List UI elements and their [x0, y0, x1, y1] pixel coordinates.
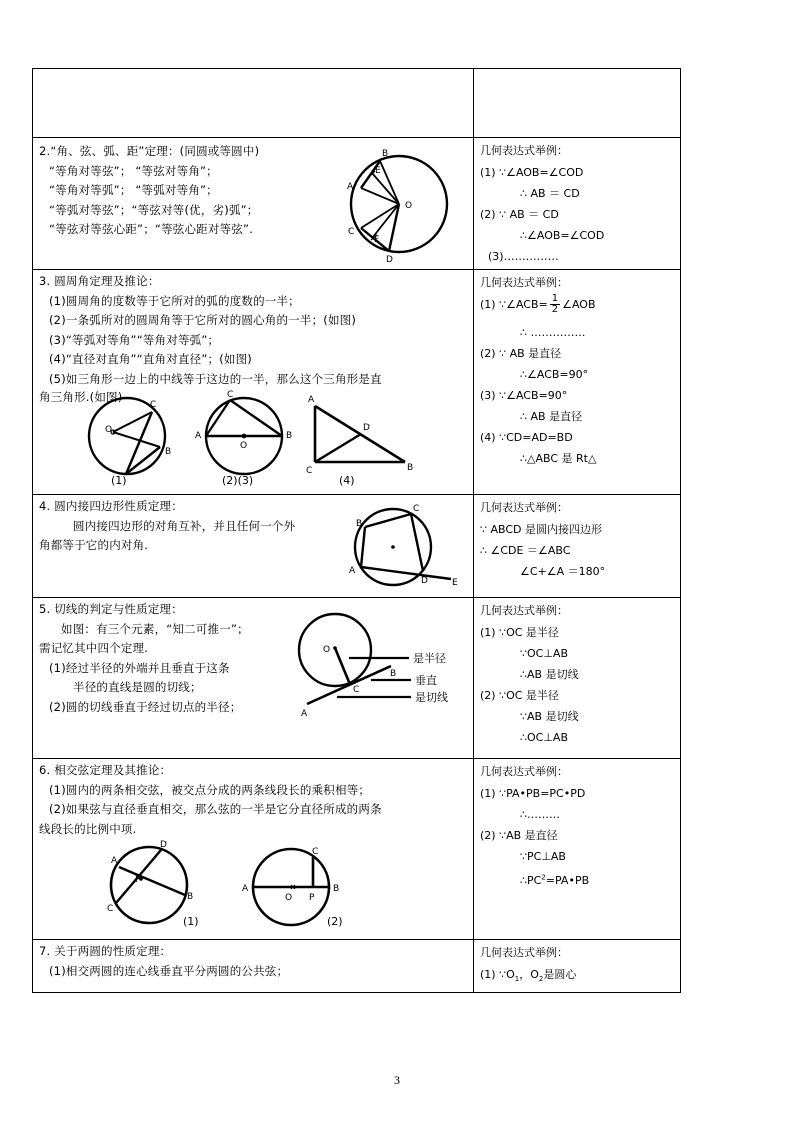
svg-text:B: B	[333, 884, 340, 894]
row3-right-line-4: ∴∠ACB=90°	[520, 367, 589, 381]
row6-right-line-1: (1) ∵PA•PB=PC•PD	[480, 787, 586, 800]
svg-text:P: P	[135, 875, 141, 885]
row3-figures	[39, 390, 469, 492]
row2-line-1: “等角对等弦”； “等弦对等角”；	[49, 163, 218, 178]
row3-right-line-1	[480, 294, 676, 316]
svg-text:D: D	[160, 840, 167, 850]
row2-heading: 2.“角、弦、弧、距”定理：(同圆或等圆中)	[39, 144, 260, 158]
page-number: 3	[394, 1073, 400, 1087]
svg-text:D: D	[386, 255, 393, 264]
table-row	[33, 598, 681, 759]
circle-chord-perpendicular-diameter-figure	[239, 841, 349, 933]
row4-right-line-3: ∠C+∠A ＝180°	[520, 565, 606, 578]
svg-text:C: C	[306, 466, 313, 476]
row6-right-line-5-text: $\therefore PC^2=PA•PB$	[520, 873, 590, 887]
tangent-annotation-perpendicular: 垂直	[415, 674, 437, 687]
row5-right-line-3: ∴AB 是切线	[520, 668, 579, 681]
row4-left-cell	[33, 495, 474, 598]
svg-text:A: A	[242, 884, 249, 894]
row7-left-cell	[33, 940, 474, 993]
svg-text:B: B	[407, 463, 414, 473]
row4-right-cell	[474, 495, 681, 598]
one-half-fraction	[550, 294, 560, 315]
svg-text:E: E	[375, 166, 381, 176]
row5-right-title: 几何表达式举例：	[480, 604, 568, 617]
row3-right-line-5: (3) ∵∠ACB=90°	[480, 388, 568, 402]
fraction-numerator: 1	[551, 292, 559, 304]
svg-text:O: O	[285, 893, 293, 903]
row7-right-title: 几何表达式举例：	[480, 946, 568, 959]
svg-text:B: B	[187, 892, 194, 902]
svg-text:C: C	[353, 685, 360, 695]
svg-text:B: B	[165, 447, 172, 457]
svg-text:B: B	[382, 149, 389, 159]
svg-text:A: A	[301, 709, 308, 719]
row3-line-3: (3)“等弧对等角”“等角对等弧”；	[49, 332, 220, 347]
row5-left-cell	[33, 598, 474, 759]
svg-text:B: B	[390, 669, 397, 679]
row3-line-4: (4)“直径对直角”“直角对直径”；(如图)	[49, 352, 252, 366]
row2-right-line-3: (2) ∵ AB ＝ CD	[480, 208, 559, 221]
table-row	[33, 940, 681, 993]
table-row	[33, 495, 681, 598]
table-row	[33, 69, 681, 138]
circle-chords-with-center-distances-figure	[337, 142, 457, 264]
row6-right-line-4: ∵PC⊥AB	[520, 850, 566, 863]
svg-text:C: C	[348, 227, 355, 237]
row7-right-line-1-text: (1) $\because O_1$，$O_2$是圆心	[480, 968, 577, 984]
row5-heading: 5. 切线的判定与性质定理：	[39, 602, 183, 616]
row6-line-1: (1)圆内的两条相交弦，被交点分成的两条线段长的乘积相等；	[49, 782, 371, 797]
row2-right-line-5: (3)……………	[488, 250, 559, 263]
svg-text:F: F	[374, 235, 380, 245]
svg-text:A: A	[347, 182, 354, 192]
row3-right-line-6: ∴ AB 是直径	[520, 409, 583, 423]
svg-text:P: P	[309, 893, 315, 903]
row5-right-line-1: (1) ∵OC 是半径	[480, 626, 559, 639]
row5-line-5: (2)圆的切线垂直于经过切点的半径；	[49, 699, 242, 714]
svg-text:D: D	[421, 576, 428, 586]
row3-right-title: 几何表达式举例：	[480, 276, 568, 289]
row2-right-line-1: (1) ∵∠AOB=∠COD	[480, 166, 584, 179]
row6-right-cell	[474, 759, 681, 940]
row4-right-title: 几何表达式举例：	[480, 501, 568, 514]
row4-right-line-2: ∴ ∠CDE ＝∠ABC	[480, 544, 571, 557]
svg-text:E: E	[452, 578, 458, 588]
svg-text:O: O	[405, 201, 413, 211]
row7-line-1: (1)相交两圆的连心线垂直平分两圆的公共弦；	[49, 963, 289, 978]
svg-text:D: D	[363, 423, 370, 433]
row5-line-2: 需记忆其中四个定理.	[39, 641, 149, 655]
blank-left-cell	[33, 69, 474, 138]
row3-line-6: 角三角形.(如图)	[39, 390, 123, 404]
row2-line-4: “等弦对等弦心距”；“等弦心距对等弦”.	[49, 222, 253, 236]
svg-text:C: C	[227, 390, 234, 400]
row4-heading: 4. 圆内接四边形性质定理：	[39, 499, 183, 513]
row6-line-2: (2)如果弦与直径垂直相交，那么弦的一半是它分直径所成的两条	[49, 802, 382, 816]
row3-figure-caption-2: (2)(3)	[222, 474, 254, 487]
circle-two-intersecting-chords-figure	[99, 839, 203, 933]
table-row	[33, 270, 681, 495]
row2-line-3: “等弧对等弦”；“等弦对等(优，劣)弧”；	[49, 202, 259, 217]
row5-right-line-5: ∵AB 是切线	[520, 710, 579, 723]
svg-text:O: O	[323, 645, 331, 655]
row6-figures	[39, 839, 469, 937]
row4-right-line-1: ∵ ABCD 是圆内接四边形	[480, 523, 603, 536]
row6-line-3: 线段长的比例中项.	[39, 821, 137, 836]
row2-right-title: 几何表达式举例：	[480, 144, 568, 157]
svg-text:B: B	[286, 431, 293, 441]
row3-right-cell	[474, 270, 681, 495]
row6-left-cell	[33, 759, 474, 940]
row3-line-5: (5)如三角形一边上的中线等于这边的一半，那么这个三角形是直	[49, 371, 382, 386]
row3-line-2: (2)一条弧所对的圆周角等于它所对的圆心角的一半；(如图)	[49, 313, 357, 327]
row6-figure-caption-2: (2)	[327, 915, 343, 928]
row7-heading: 7. 关于两圆的性质定理：	[39, 944, 172, 958]
blank-right-cell	[474, 69, 681, 138]
row3-right-line-8: ∴△ABC 是 Rt△	[520, 451, 597, 465]
circle-inscribed-central-angle-figure	[81, 390, 185, 487]
row6-right-line-2: ∴………	[520, 808, 560, 821]
row5-right-line-2: ∵OC⊥AB	[520, 647, 568, 660]
svg-text:C: C	[150, 400, 157, 410]
row2-line-2: “等角对等弧”； “等弧对等角”；	[49, 183, 218, 197]
row6-right-line-5	[480, 867, 676, 891]
row5-line-1: 如图：有三个元素，“知二可推一”；	[61, 621, 249, 636]
row3-heading: 3. 圆周角定理及推论：	[39, 274, 160, 288]
row4-line-1: 圆内接四边形的对角互补，并且任何一个外	[73, 518, 296, 533]
row5-right-cell	[474, 598, 681, 759]
row5-right-line-6: ∴OC⊥AB	[520, 731, 568, 744]
row3-line-1: (1)圆周角的度数等于它所对的弧的度数的一半；	[49, 293, 300, 308]
row4-line-2: 角都等于它的内对角.	[39, 538, 149, 552]
row6-heading: 6. 相交弦定理及其推论：	[39, 763, 172, 777]
row3-figure-caption-1: (1)	[111, 474, 127, 487]
svg-text:C: C	[312, 847, 319, 857]
table-row	[33, 138, 681, 270]
circle-tangent-three-elements-figure	[287, 608, 463, 720]
row2-right-line-4: ∴∠AOB=∠COD	[520, 229, 605, 242]
fraction-denominator: 2	[551, 303, 559, 315]
row6-right-line-3: (2) ∵AB 是直径	[480, 829, 558, 842]
svg-text:C: C	[107, 904, 114, 914]
svg-text:B: B	[356, 519, 363, 529]
row7-right-line-1	[480, 964, 676, 990]
row3-right-line-1-text: (1) ∵∠ACB=	[480, 298, 548, 311]
table-row	[33, 759, 681, 940]
row5-right-line-4: (2) ∵OC 是半径	[480, 689, 559, 702]
row2-right-cell	[474, 138, 681, 270]
row6-right-title: 几何表达式举例：	[480, 765, 568, 778]
row6-figure-caption-1: (1)	[183, 915, 199, 928]
tangent-annotation-tangent: 是切线	[415, 691, 448, 704]
circle-diameter-right-angle-figure	[194, 390, 298, 487]
row3-left-cell	[33, 270, 474, 495]
svg-text:C: C	[413, 504, 420, 514]
svg-text:O: O	[105, 425, 113, 435]
row3-right-line-7: (4) ∵CD=AD=BD	[480, 430, 573, 444]
svg-text:O: O	[240, 441, 248, 451]
row3-right-line-2: ∴ ……………	[520, 325, 586, 339]
row7-right-cell	[474, 940, 681, 993]
row5-line-4: 半径的直线是圆的切线；	[73, 680, 202, 694]
row3-right-line-1-tail: ∠AOB	[562, 298, 596, 311]
row3-figure-caption-3: (4)	[339, 474, 355, 487]
svg-text:A: A	[111, 856, 118, 866]
svg-text:A: A	[195, 431, 202, 441]
row3-right-line-3: (2) ∵ AB 是直径	[480, 346, 562, 360]
svg-text:A: A	[349, 566, 356, 576]
theorems-table	[32, 68, 681, 993]
row5-line-3: (1)经过半径的外端并且垂直于这条	[49, 660, 230, 675]
svg-text:A: A	[308, 395, 315, 405]
cyclic-quadrilateral-exterior-angle-figure	[339, 501, 463, 593]
row2-left-cell	[33, 138, 474, 270]
row2-right-line-2: ∴ AB ＝ CD	[520, 187, 580, 200]
right-triangle-median-figure	[301, 394, 417, 487]
tangent-annotation-radius: 是半径	[413, 652, 446, 665]
